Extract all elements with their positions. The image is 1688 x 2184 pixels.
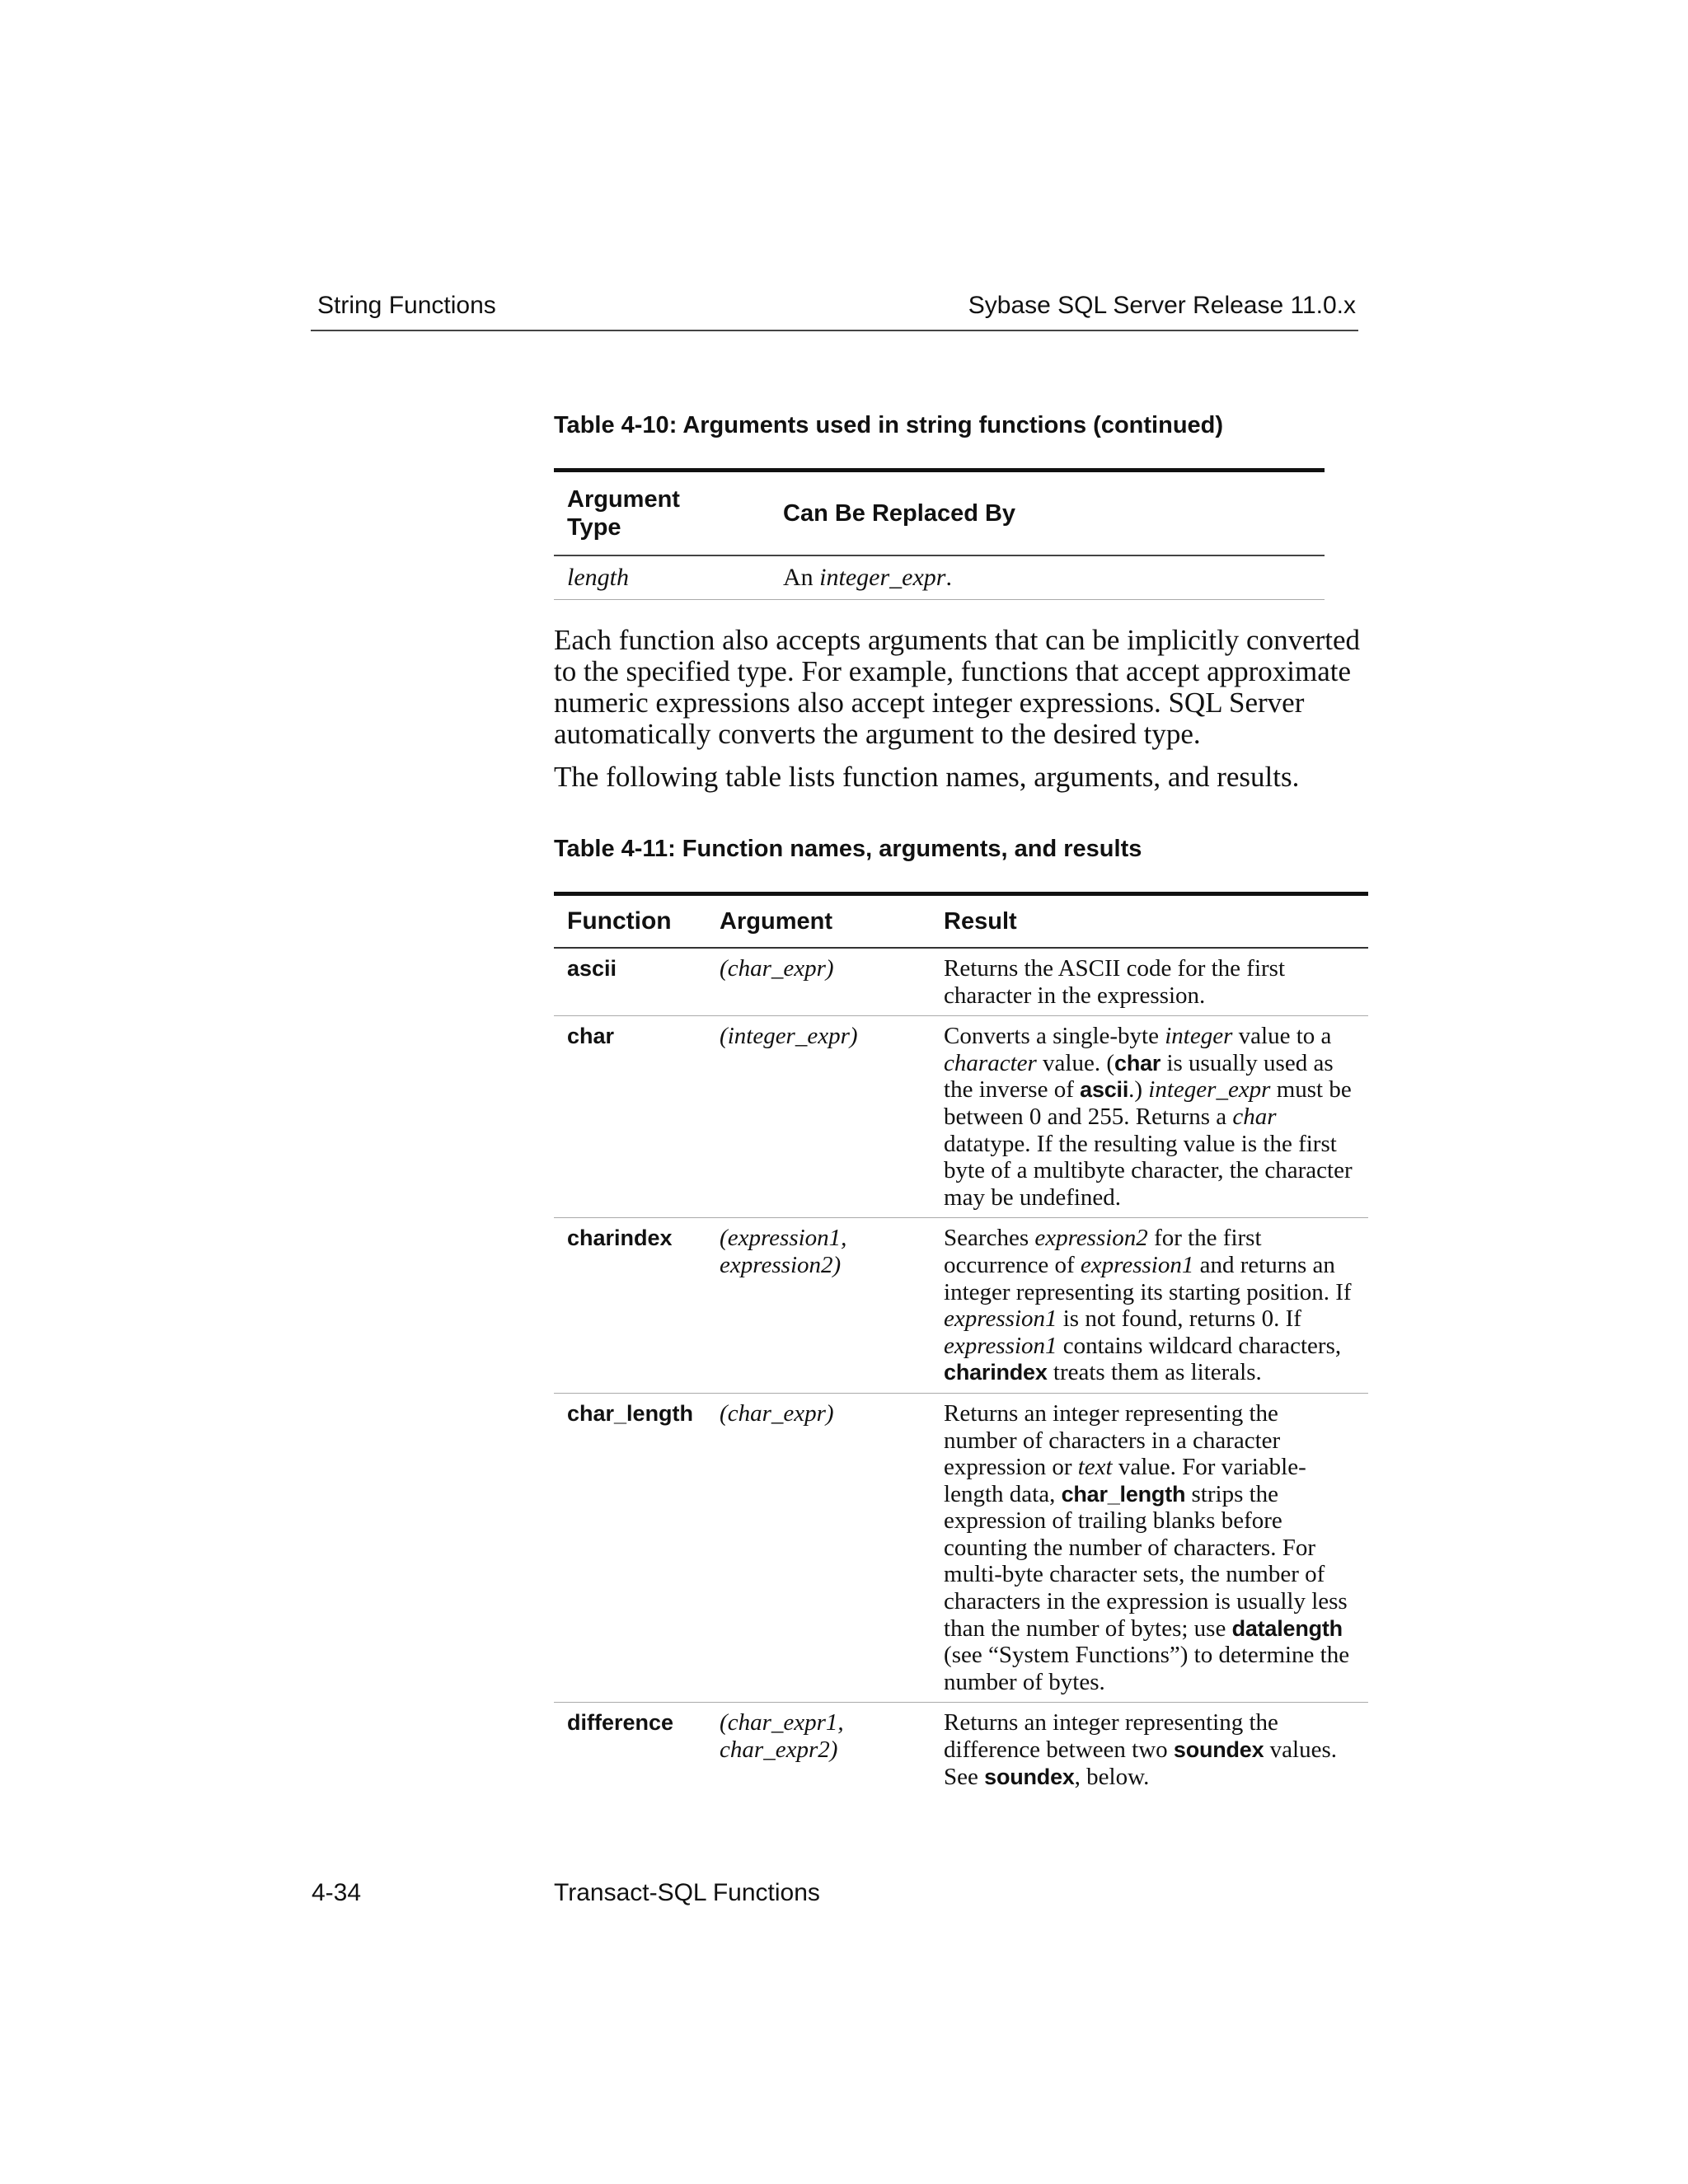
argument-line: (expression1, — [720, 1225, 847, 1252]
argument-cell: (integer_expr) — [706, 1016, 931, 1218]
text: is not found, returns 0. If — [1057, 1305, 1301, 1333]
argument-line: (char_expr1, — [720, 1709, 844, 1736]
text: Searches — [944, 1225, 1035, 1252]
table-row — [554, 1393, 1368, 1703]
text: value. For variable-length data, — [944, 1454, 1306, 1507]
italic-term: expression1 — [944, 1332, 1057, 1359]
text: values. See — [944, 1736, 1337, 1790]
argument-cell — [706, 1218, 931, 1394]
italic-term: char — [1232, 1103, 1277, 1130]
italic-term: integer_expr — [819, 564, 946, 591]
column-header-function: Function — [554, 894, 706, 949]
column-header-argument: Argument — [706, 894, 931, 949]
italic-term: expression1 — [944, 1305, 1057, 1333]
text: Returns an integer representing the number of characters in a character expression or — [944, 1399, 1281, 1481]
code-term: soundex — [1173, 1737, 1264, 1763]
argument-cell: length — [554, 555, 770, 600]
text: must be between 0 and 255. Returns a — [944, 1076, 1352, 1130]
paragraph-implicit-conversion: Each function also accepts arguments that can be implicitly converted to the specified type. For example, functions that accept approximate numeric expressions also accept integer expressions. SQL Server automatically converts the argument to the desired type. — [554, 624, 1361, 750]
code-term: datalength — [1231, 1615, 1343, 1641]
table-4-11-caption: Table 4-11: Function names, arguments, and results — [554, 836, 1142, 862]
table-row — [554, 1703, 1368, 1797]
table-row — [554, 1218, 1368, 1394]
column-header-can-be-replaced-by: Can Be Replaced By — [770, 471, 1325, 556]
result-cell — [931, 1218, 1368, 1394]
italic-term: character — [944, 1049, 1037, 1076]
paragraph-table-intro: The following table lists function names, arguments, and results. — [554, 761, 1300, 793]
text: (see “System Functions”) to determine the number of bytes. — [944, 1642, 1350, 1695]
text: Converts a single-byte — [944, 1023, 1165, 1050]
footer-section-title: Transact-SQL Functions — [554, 1879, 820, 1906]
replacement-cell — [770, 555, 1325, 600]
body-text — [554, 625, 1370, 804]
header-section-title: String Functions — [317, 292, 496, 319]
result-cell — [931, 1393, 1368, 1703]
text: is usually used as the inverse of — [944, 1049, 1334, 1104]
text: .) — [1128, 1076, 1149, 1104]
italic-term: integer — [1165, 1023, 1233, 1050]
result-cell: Returns the ASCII code for the first character in the expression. — [931, 948, 1368, 1016]
italic-term: integer_expr — [1148, 1076, 1271, 1104]
text: , below. — [1074, 1763, 1150, 1790]
table-row — [554, 948, 1368, 1016]
text: value. ( — [1036, 1049, 1115, 1076]
code-term: charindex — [944, 1360, 1048, 1385]
header-rule — [311, 330, 1358, 331]
text: datatype. If the resulting value is the first byte of a multibyte character, the character may be undefined. — [944, 1130, 1353, 1211]
text: and returns an integer representing its starting position. If — [944, 1251, 1352, 1305]
table-row — [554, 555, 1325, 600]
table-4-10-caption: Table 4-10: Arguments used in string functions (continued) — [554, 412, 1224, 438]
function-name: charindex — [567, 1226, 673, 1251]
page-number: 4-34 — [312, 1879, 362, 1906]
function-name: char_length — [567, 1400, 694, 1426]
argument-cell — [706, 1703, 931, 1797]
result-cell — [931, 1703, 1368, 1797]
text: contains wildcard characters, — [1057, 1332, 1342, 1359]
function-name: char — [567, 1024, 615, 1049]
table-4-10 — [554, 468, 1325, 600]
table-row — [554, 1016, 1368, 1218]
function-name-cell — [554, 1703, 706, 1797]
result-cell — [931, 1016, 1368, 1218]
header-product-release: Sybase SQL Server Release 11.0.x — [968, 292, 1356, 319]
code-term: soundex — [984, 1764, 1075, 1789]
argument-cell: (char_expr) — [706, 948, 931, 1016]
function-name-cell — [554, 1016, 706, 1218]
italic-term: text — [1077, 1454, 1113, 1481]
italic-term: expression2 — [1034, 1225, 1148, 1252]
argument-line: char_expr2) — [720, 1736, 838, 1764]
running-header — [317, 288, 1356, 330]
function-name-cell — [554, 948, 706, 1016]
text: treats them as literals. — [1047, 1359, 1262, 1386]
table-4-11 — [554, 892, 1368, 1797]
column-header-argument-type — [554, 471, 770, 556]
text: value to a — [1232, 1023, 1332, 1050]
text: . — [945, 564, 952, 591]
function-name-cell — [554, 1218, 706, 1394]
page-footer — [312, 1879, 1383, 1915]
code-term: ascii — [1080, 1077, 1129, 1103]
function-name-cell — [554, 1393, 706, 1703]
code-term: char_length — [1061, 1481, 1186, 1507]
code-term: char — [1114, 1050, 1161, 1076]
table-header-row — [554, 471, 1325, 556]
italic-term: expression1 — [1080, 1251, 1194, 1278]
column-header-label: Argument Type — [567, 486, 680, 541]
function-name: ascii — [567, 956, 617, 981]
table-header-row — [554, 894, 1368, 949]
function-name: difference — [567, 1710, 674, 1736]
text: Returns an integer representing the difference between two — [944, 1709, 1278, 1764]
column-header-result: Result — [931, 894, 1368, 949]
text: An — [783, 564, 820, 591]
text: for the first occurrence of — [944, 1225, 1262, 1278]
argument-line: expression2) — [720, 1251, 842, 1278]
argument-cell: (char_expr) — [706, 1393, 931, 1703]
text: strips the expression of trailing blanks before counting the number of characters. For multi-byte character sets, the number of characters in the expression is usually less than the number of bytes; use — [944, 1480, 1348, 1642]
